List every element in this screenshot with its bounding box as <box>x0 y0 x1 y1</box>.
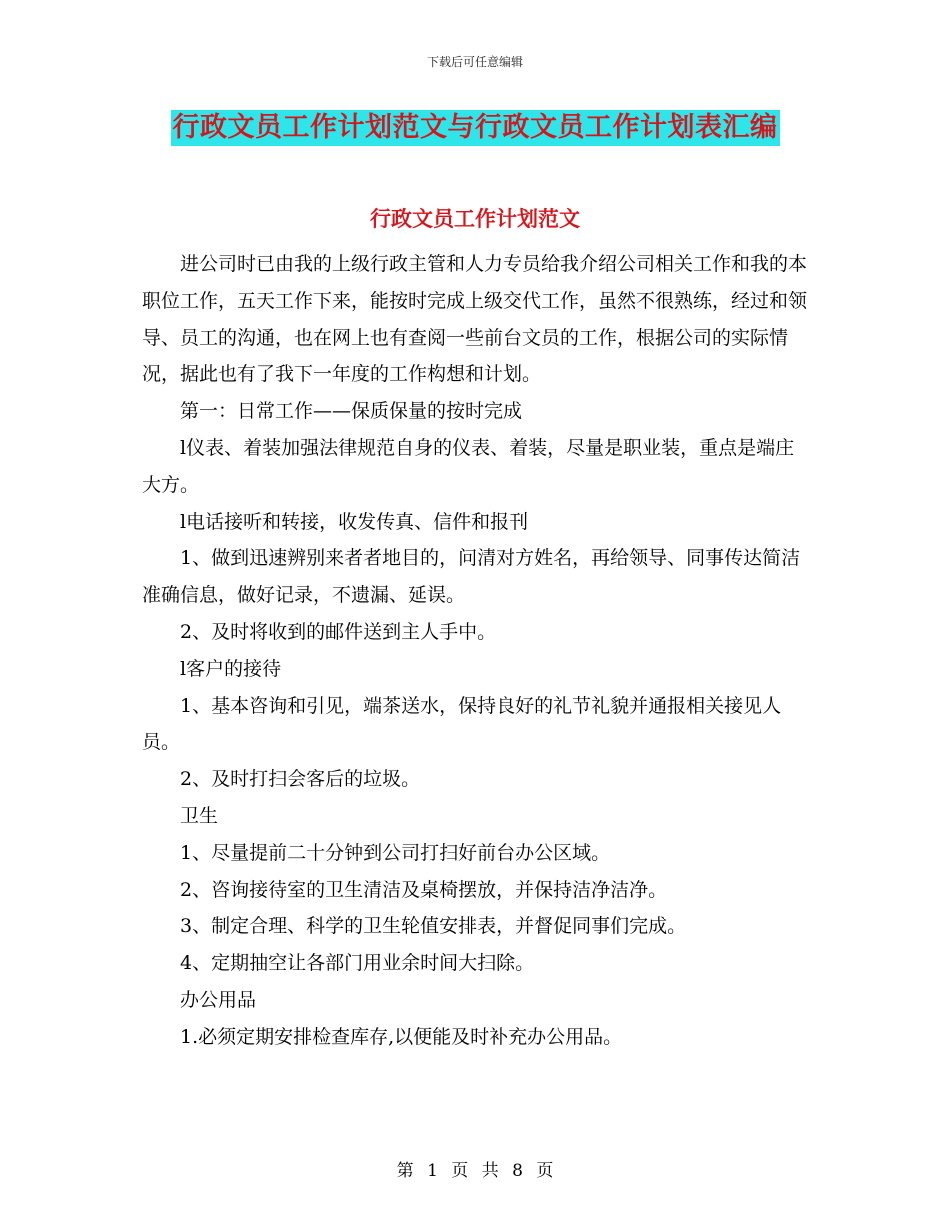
body-paragraph: 第一：日常工作——保质保量的按时完成 <box>180 400 523 423</box>
section-title: 行政文员工作计划范文 <box>370 207 580 231</box>
body-paragraph: 1.必须定期安排检查库存,以便能及时补充办公用品。 <box>180 1025 623 1048</box>
body-paragraph: 3、制定合理、科学的卫生轮值安排表，并督促同事们完成。 <box>180 915 687 938</box>
body-paragraph: 2、及时打扫会客后的垃圾。 <box>180 768 421 791</box>
body-paragraph: 卫生 <box>180 804 219 827</box>
body-paragraph: l客户的接待 <box>180 657 282 680</box>
page-number-footer: 第 1 页 共 8 页 <box>396 1161 554 1181</box>
body-paragraph: 1、基本咨询和引见，端茶送水，保持良好的礼节礼貌并通报相关接见人员。 <box>142 694 782 754</box>
body-paragraph: l仪表、着装加强法律规范自身的仪表、着装，尽量是职业装，重点是端庄大方。 <box>142 436 795 496</box>
page-header-note: 下载后可任意编辑 <box>426 55 523 69</box>
body-paragraph: 1、做到迅速辨别来者者地目的，问清对方姓名，再给领导、同事传达简洁准确信息，做好记录，不遗漏、延误。 <box>142 547 801 607</box>
body-paragraph: 2、及时将收到的邮件送到主人手中。 <box>180 620 497 643</box>
body-paragraph: 4、定期抽空让各部门用业余时间大扫除。 <box>180 952 535 975</box>
title-wrapper <box>0 110 950 146</box>
body-paragraph: 进公司时已由我的上级行政主管和人力专员给我介绍公司相关工作和我的本职位工作，五天工作下来，能按时完成上级交代工作，虽然不很熟练，经过和领导、员工的沟通，也在网上也有查阅一些前台文员的工作，根据公司的实际情况，据此也有了我下一年度的工作构想和计划。 <box>142 253 808 386</box>
body-paragraph: 2、咨询接待室的卫生清洁及桌椅摆放，并保持洁净洁净。 <box>180 878 668 901</box>
body-paragraph: 1、尽量提前二十分钟到公司打扫好前台办公区域。 <box>180 841 611 864</box>
body-paragraph: 办公用品 <box>180 988 257 1011</box>
document-body <box>142 246 810 1056</box>
document-title: 行政文员工作计划范文与行政文员工作计划表汇编 <box>171 110 780 146</box>
body-paragraph: l电话接听和转接，收发传真、信件和报刊 <box>180 510 529 533</box>
